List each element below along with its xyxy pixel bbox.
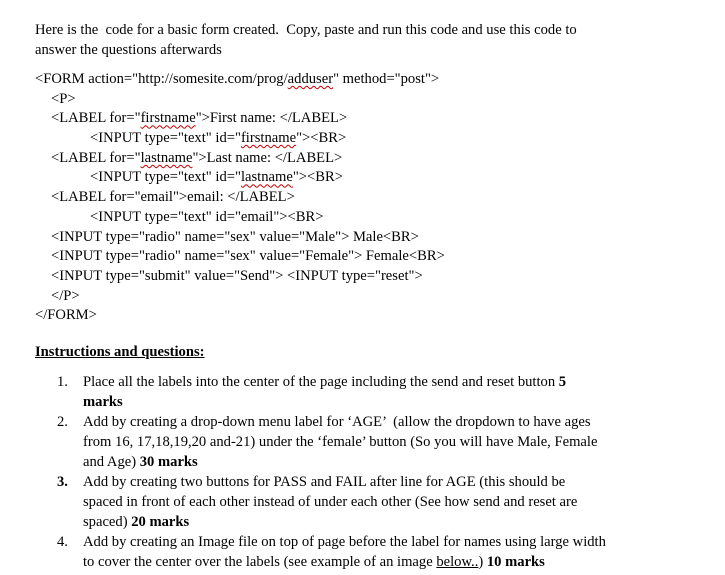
spell-flag-word: firstname: [140, 110, 196, 127]
question-line: from 16, 17,18,19,20 and-21) under the ‘female’ button (So you will have Male, Female: [83, 434, 598, 450]
code-line-p-open: [35, 90, 445, 110]
code-text: <INPUT type="radio" name="sex" value="Female"> Female<BR>: [51, 248, 445, 265]
code-line-label-email: [35, 188, 445, 208]
below-link[interactable]: below..: [436, 554, 479, 570]
intro-line-2: answer the questions afterwards: [35, 42, 222, 58]
code-line-label-firstname: [35, 109, 445, 129]
code-text: "><BR>: [292, 169, 343, 186]
code-text: "><BR>: [296, 130, 347, 147]
marks-label: 30 marks: [139, 454, 198, 470]
code-text: <INPUT type="text" id=": [90, 130, 241, 147]
code-line-label-lastname: [35, 149, 445, 169]
code-text: <INPUT type="radio" name="sex" value="Male"> Male<BR>: [51, 228, 419, 245]
question-line: [83, 552, 678, 572]
intro-line-1: Here is the code for a basic form created. Copy, paste and run this code and use this code to: [35, 22, 577, 38]
question-item-1: [48, 372, 678, 412]
question-text: ): [478, 554, 487, 570]
code-line-input-lastname: [35, 168, 445, 188]
question-number: 3.: [57, 474, 68, 490]
code-line-submit-reset: [35, 267, 445, 287]
question-number: 2.: [57, 414, 68, 430]
question-text: Place all the labels into the center of the page including the send and reset button: [83, 374, 559, 390]
code-text: ">First name: </LABEL>: [195, 110, 348, 127]
question-line: [83, 372, 678, 392]
code-text: <P>: [51, 90, 76, 107]
code-text: </FORM>: [35, 307, 97, 324]
code-listing: [35, 70, 445, 326]
code-text: <INPUT type="submit" value="Send"> <INPUT type="reset">: [51, 267, 423, 284]
question-line: Add by creating two buttons for PASS and FAIL after line for AGE (this should be: [83, 474, 566, 490]
question-line: Add by creating a drop-down menu label for ‘AGE’ (allow the dropdown to have ages: [83, 414, 591, 430]
marks-label: 10 marks: [486, 554, 545, 570]
spell-flag-word: firstname: [240, 130, 297, 147]
spell-flag-word: lastname: [240, 169, 293, 186]
code-line-input-email: [35, 208, 445, 228]
code-text: ">Last name: </LABEL>: [192, 149, 343, 166]
questions-list: [48, 372, 678, 572]
question-item-4: [48, 532, 678, 572]
question-item-3: [48, 472, 678, 532]
spell-flag-word: adduser: [287, 71, 334, 87]
marks-label: 20 marks: [131, 514, 190, 530]
question-item-2: [48, 412, 678, 472]
marks-value: 5: [558, 374, 567, 390]
code-text: <FORM action="http://somesite.com/prog/: [35, 71, 288, 87]
code-text: </P>: [51, 287, 80, 304]
question-text: to cover the center over the labels (see example of an image: [83, 554, 437, 570]
question-number: 4.: [57, 534, 68, 550]
intro-paragraph: [35, 20, 675, 60]
code-line-radio-male: [35, 228, 445, 248]
code-line-p-close: [35, 287, 445, 307]
question-line: [83, 452, 678, 472]
question-line: [83, 512, 678, 532]
question-line: Add by creating an Image file on top of page before the label for names using large width: [83, 534, 606, 550]
code-line-form-close: [35, 306, 445, 326]
code-text: <LABEL for=": [51, 110, 141, 127]
code-text: <LABEL for="email">email: </LABEL>: [51, 189, 295, 206]
code-text: <LABEL for=": [51, 149, 141, 166]
code-text: <INPUT type="text" id="email"><BR>: [90, 208, 324, 225]
code-line-form-open: [35, 70, 445, 90]
code-text: <INPUT type="text" id=": [90, 169, 241, 186]
spell-flag-word: lastname: [140, 149, 193, 166]
instructions-heading: Instructions and questions:: [35, 344, 205, 360]
code-line-input-firstname: [35, 129, 445, 149]
question-text: and Age): [83, 454, 140, 470]
question-number: 1.: [57, 374, 68, 390]
question-line: spaced in front of each other instead of under each other (See how send and reset are: [83, 494, 578, 510]
code-line-radio-female: [35, 247, 445, 267]
marks-label: marks: [83, 394, 123, 410]
code-text: " method="post">: [333, 71, 440, 87]
question-text: spaced): [83, 514, 132, 530]
